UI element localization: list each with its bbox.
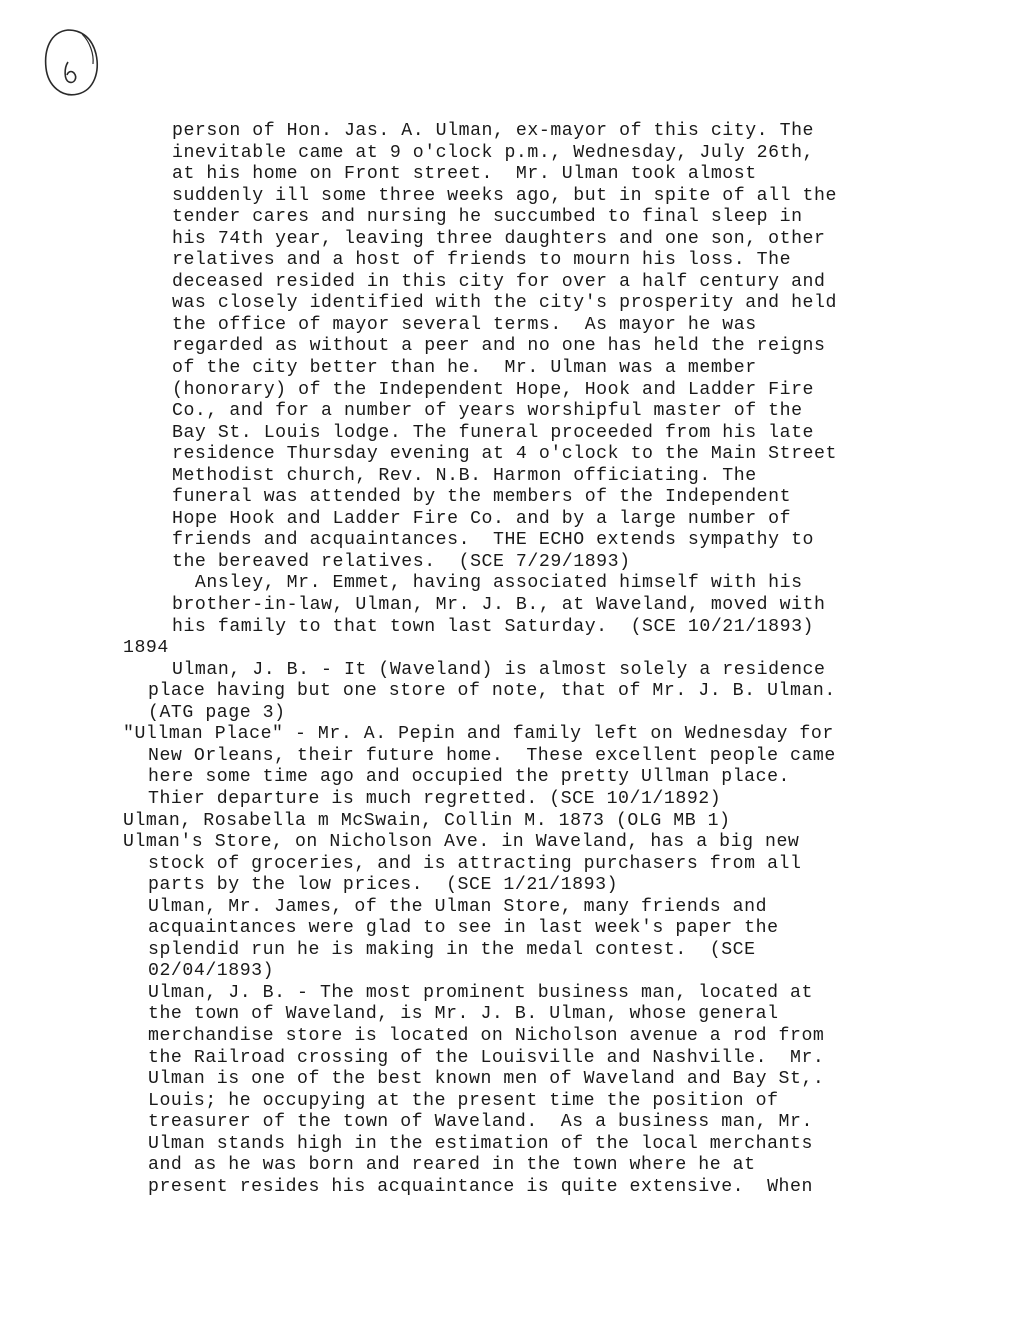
text-line: funeral was attended by the members of the Independent (172, 487, 792, 508)
text-line: here some time ago and occupied the pretty Ullman place. (148, 767, 790, 788)
text-line: inevitable came at 9 o'clock p.m., Wednesday, July 26th, (172, 142, 814, 163)
text-line: merchandise store is located on Nicholson avenue a rod from (148, 1025, 825, 1046)
text-line: suddenly ill some three weeks ago, but in spite of all the (172, 185, 837, 206)
text-line: of the city better than he. Mr. Ulman was a member (172, 358, 757, 379)
text-line: person of Hon. Jas. A. Ulman, ex-mayor of this city. The (172, 121, 814, 141)
text-line: regarded as without a peer and no one has held the reigns (172, 336, 826, 357)
text-line: Ulman, Rosabella m McSwain, Collin M. 1873 (OLG MB 1) (123, 810, 731, 831)
text-line: "Ullman Place" - Mr. A. Pepin and family left on Wednesday for (123, 724, 834, 745)
text-line: treasurer of the town of Waveland. As a business man, Mr. (148, 1112, 813, 1133)
text-line: Bay St. Louis lodge. The funeral proceeded from his late (172, 422, 814, 443)
text-line: the office of mayor several terms. As mayor he was (172, 314, 757, 335)
text-line: present resides his acquaintance is quite extensive. When (148, 1176, 813, 1197)
text-line: (ATG page 3) (148, 702, 286, 723)
text-line: acquaintances were glad to see in last week's paper the (148, 918, 779, 939)
text-line: Ulman is one of the best known men of Waveland and Bay St,. (148, 1069, 825, 1090)
text-line: Thier departure is much regretted. (SCE 10/1/1892) (148, 788, 722, 809)
text-line: Hope Hook and Ladder Fire Co. and by a large number of (172, 508, 792, 529)
text-line: at his home on Front street. Mr. Ulman took almost (172, 164, 757, 185)
text-line: Co., and for a number of years worshipful master of the (172, 401, 803, 422)
text-line: splendid run he is making in the medal contest. (SCE (148, 939, 756, 960)
text-line: his family to that town last Saturday. (SCE 10/21/1893) (172, 616, 814, 637)
text-line: brother-in-law, Ulman, Mr. J. B., at Waveland, moved with (172, 595, 826, 616)
text-line: Ansley, Mr. Emmet, having associated himself with his (172, 573, 803, 594)
text-line: Ulman, J. B. - It (Waveland) is almost solely a residence (172, 659, 826, 680)
text-line: 1894 (123, 638, 169, 659)
text-line: the Railroad crossing of the Louisville and Nashville. Mr. (148, 1047, 825, 1068)
text-line: Louis; he occupying at the present time the position of (148, 1090, 779, 1111)
text-line: Ulman, J. B. - The most prominent business man, located at (148, 982, 813, 1003)
text-line: residence Thursday evening at 4 o'clock to the Main Street (172, 444, 837, 465)
text-line: the town of Waveland, is Mr. J. B. Ulman, whose general (148, 1004, 779, 1025)
text-line: relatives and a host of friends to mourn his loss. The (172, 250, 792, 271)
handwritten-page-number (38, 24, 104, 102)
text-line: (honorary) of the Independent Hope, Hook and Ladder Fire (172, 379, 814, 400)
text-line: Ulman, Mr. James, of the Ulman Store, many friends and (148, 896, 768, 917)
text-line: Methodist church, Rev. N.B. Harmon officiating. The (172, 465, 757, 486)
text-line: place having but one store of note, that of Mr. J. B. Ulman. (148, 681, 836, 702)
text-line: parts by the low prices. (SCE 1/21/1893) (148, 875, 619, 896)
text-line: the bereaved relatives. (SCE 7/29/1893) (172, 551, 631, 572)
text-line: 02/04/1893) (148, 961, 275, 982)
text-line: deceased resided in this city for over a half century and (172, 271, 826, 292)
text-line: Ulman's Store, on Nicholson Ave. in Waveland, has a big new (123, 832, 800, 853)
text-line: friends and acquaintances. THE ECHO extends sympathy to (172, 530, 814, 551)
text-line: New Orleans, their future home. These excellent people came (148, 745, 836, 766)
text-line: tender cares and nursing he succumbed to final sleep in (172, 207, 803, 228)
text-line: was closely identified with the city's prosperity and held (172, 293, 837, 314)
text-line: his 74th year, leaving three daughters and one son, other (172, 228, 826, 249)
text-line: Ulman stands high in the estimation of the local merchants (148, 1133, 813, 1154)
text-line: stock of groceries, and is attracting purchasers from all (148, 853, 802, 874)
circled-page-number-mark (38, 24, 104, 102)
document-body (0, 121, 1020, 1198)
text-line: and as he was born and reared in the town where he at (148, 1155, 756, 1176)
